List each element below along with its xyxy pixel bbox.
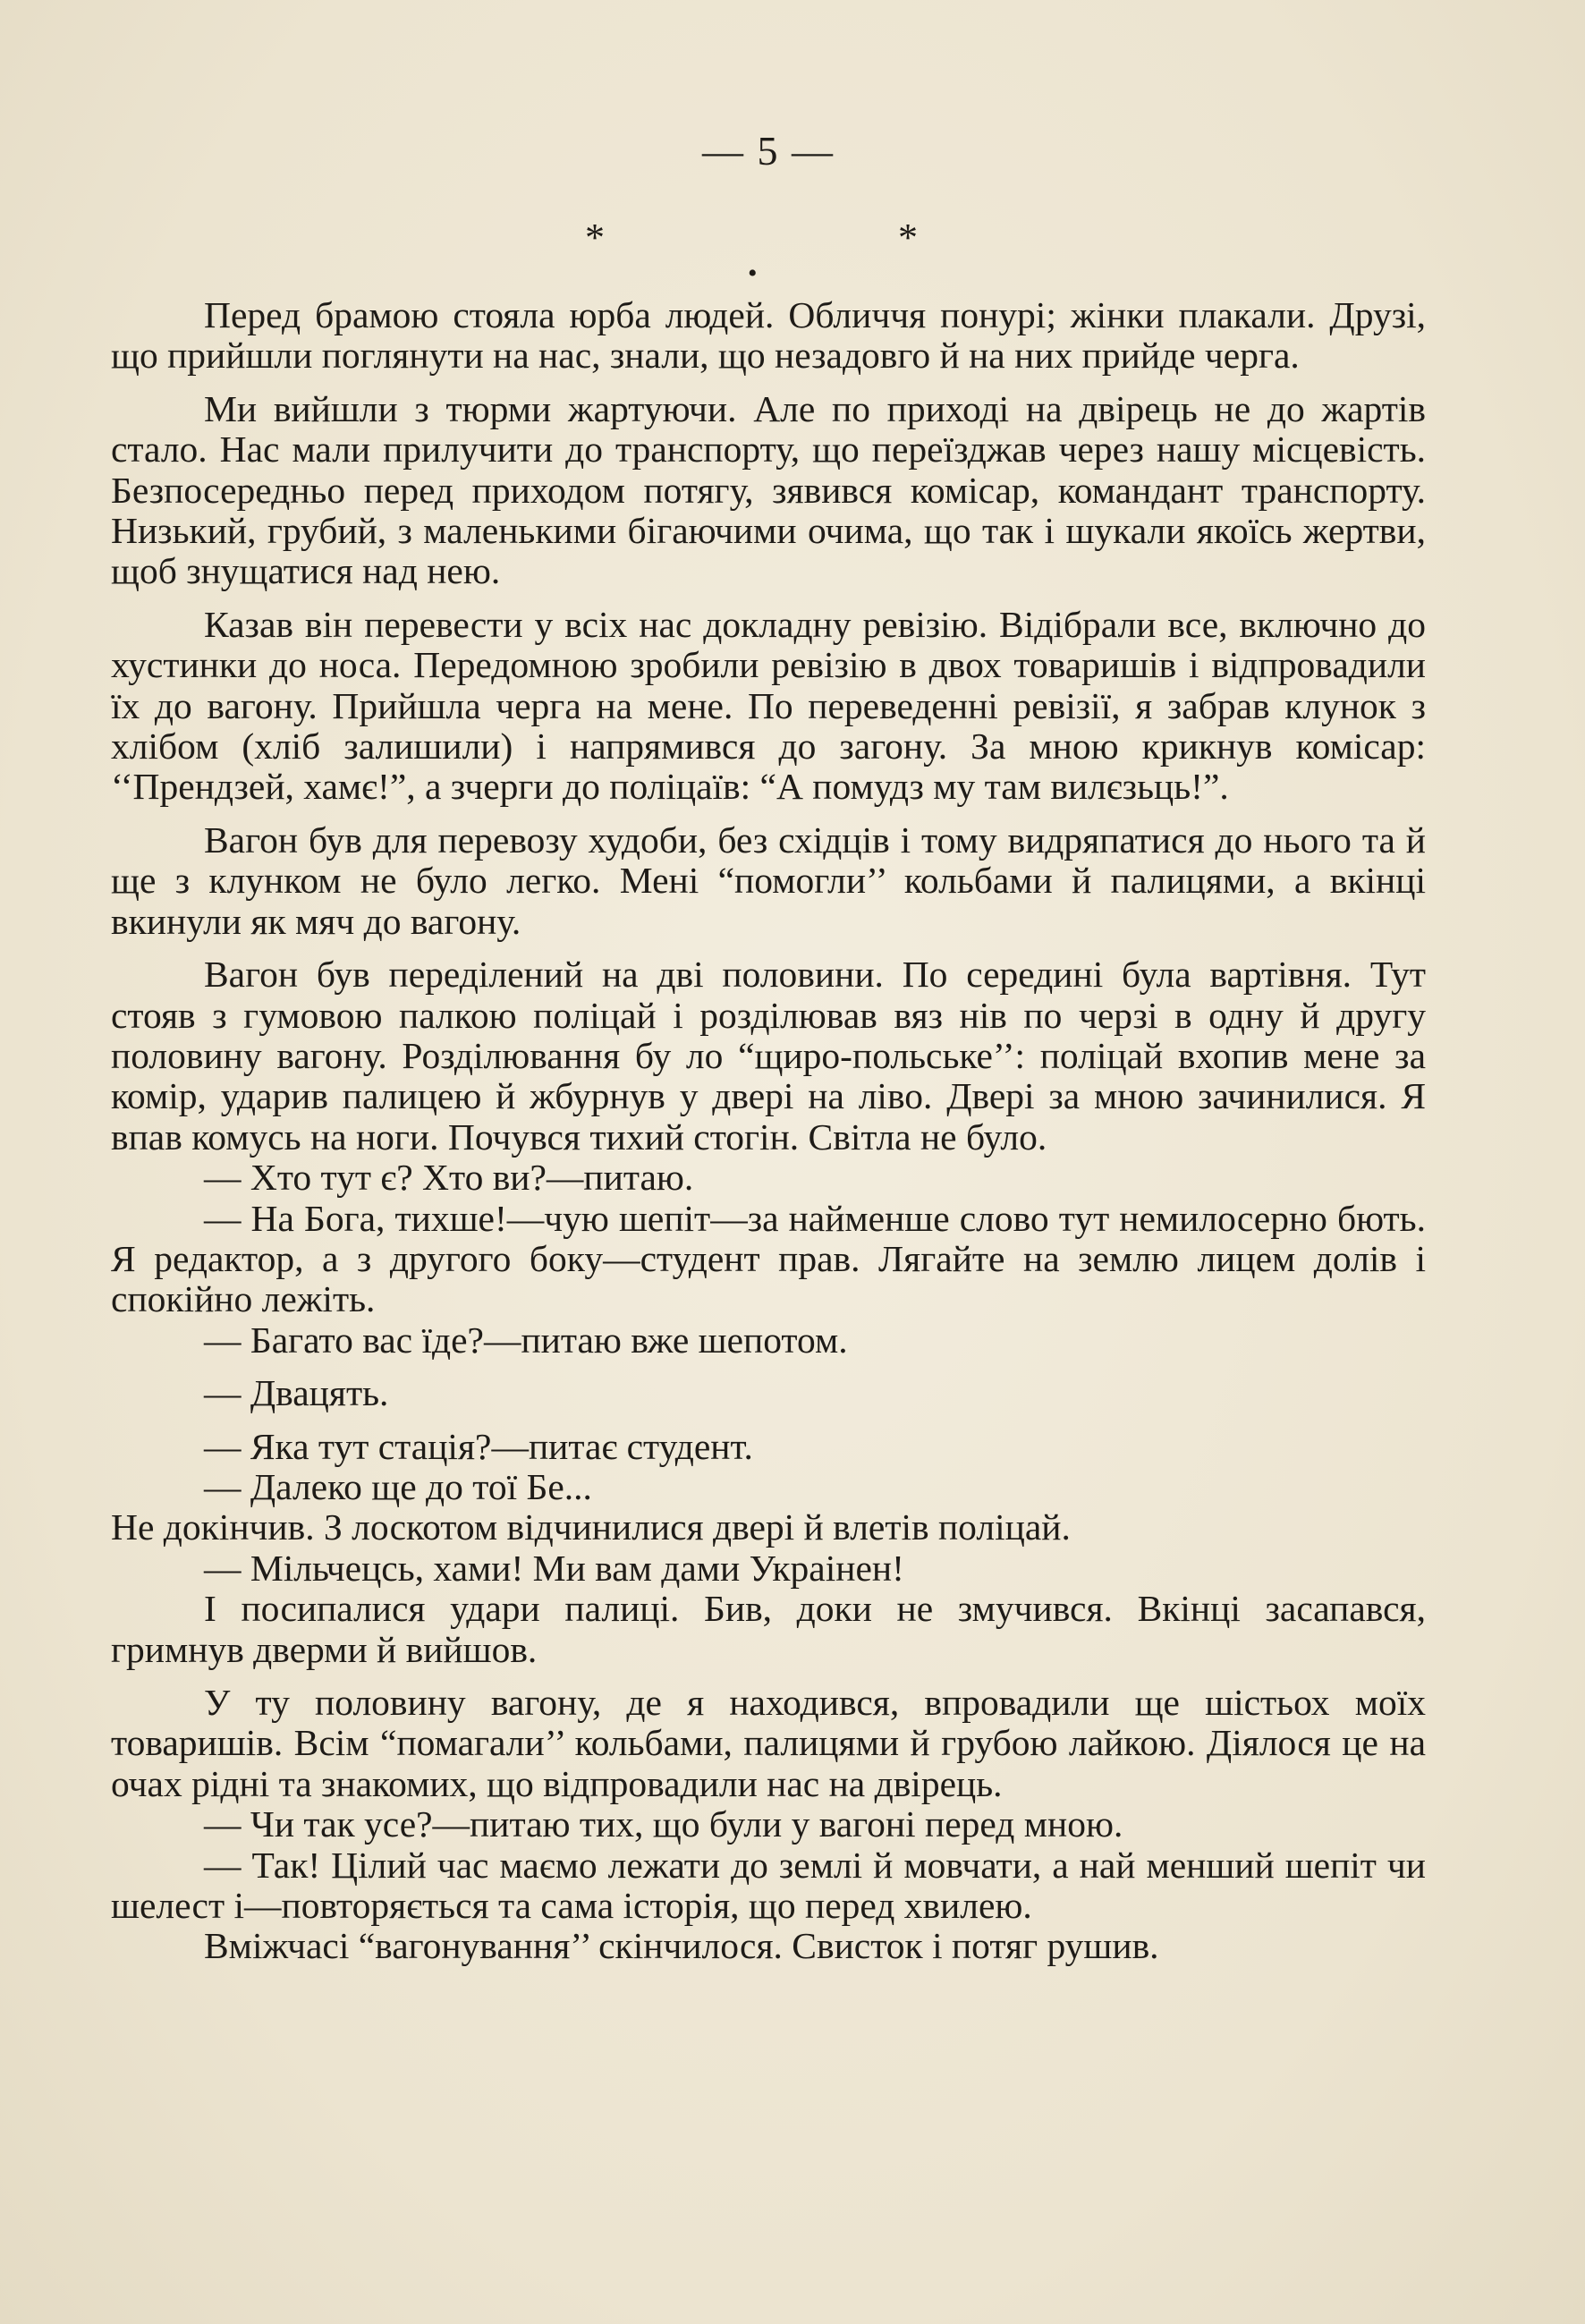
dialogue-line: — Чи так усе?—питаю тих, що були у вагоні перед мною. <box>204 1803 1123 1845</box>
ornament-asterisk-right: * <box>898 216 918 259</box>
paragraph: Не докінчив. З лоскотом відчинилися двері й влетів поліцай. <box>111 1506 1071 1548</box>
dialogue-line: — Мільчецсь, хами! Ми вам дами Украінен! <box>204 1547 904 1589</box>
ornament-asterisk-left: * <box>585 216 605 259</box>
dialogue-line: — Багато вас їде?—питаю вже шепотом. <box>204 1319 848 1361</box>
dialogue-line: — Так! Цілий час маємо лежати до землі й мовчати, а най менший шепіт чи шелест і—повторяється та сама історія, що перед хвилею. <box>111 1844 1426 1927</box>
paragraph: У ту половину вагону, де я находився, впровадили ще шістьох моїх товаришів. Всім “помагали’’ кольбами, палицями й грубою лайкою. Діялося це на очах рідні та знакомих, що відпровадили нас на двірець. <box>111 1682 1426 1804</box>
dialogue-line: — Далеко ще до тої Бе... <box>204 1465 592 1507</box>
book-page <box>111 0 1426 2324</box>
paragraph: Вагон був переділений на дві половини. По середині була вартівня. Тут стояв з гумовою палкою поліцай і розділював вяз нів по черзі в одну й другу половину вагону. Розділювання бу ло “щиро-польське’’: поліцай вхопив мене за комір, ударив палицею й жбурнув у двері на ліво. Двері за мною зачинилися. Я впав комусь на ноги. Почувся тихий стогін. Світла не було. <box>111 954 1426 1158</box>
dialogue-line: — На Бога, тихше!—чую шепіт—за найменше слово тут немилосерно бють. Я редактор, а з другого боку—студент прав. Лягайте на землю лицем долів і спокійно лежіть. <box>111 1197 1426 1320</box>
dialogue-line: — Двацять. <box>204 1372 389 1414</box>
paragraph: Ми вийшли з тюрми жартуючи. Але по приході на двірець не до жартів стало. Нас мали прилучити до транспорту, що переїзджав через нашу місцевість. Безпосередньо перед приходом потягу, зявився комісар, командант транспорту. Низький, грубий, з маленькими бігаючими очима, що так і шукали якоїсь жертви, щоб знущатися над нею. <box>111 387 1426 592</box>
dialogue-line: — Яка тут стація?—питає студент. <box>204 1425 753 1467</box>
paragraph: Вміжчасі “вагонування’’ скінчилося. Свисток і потяг рушив. <box>204 1925 1159 1967</box>
dialogue-line: — Хто тут є? Хто ви?—питаю. <box>204 1157 694 1199</box>
paragraph: Казав він перевести у всіх нас докладну ревізію. Відібрали все, включно до хустинки до носа. Передомною зробили ревізію в двох товаришів і відпровадили їх до вагону. Прийшла черга на мене. По переведенні ревізії, я забрав клунок з хлібом (хліб залишили) і напрямився до загону. За мною крикнув комісар: ‘‘Прендзей, хамє!”, а зчерги до поліцаїв: “А помудз му там вилєзьць!”. <box>111 603 1426 808</box>
paragraph: Перед брамою стояла юрба людей. Обличчя понурі; жінки плакали. Друзі, що прийшли поглянути на нас, знали, що незадовго й на них прийде черга. <box>111 294 1426 377</box>
page-number: — 5 — <box>702 128 835 174</box>
section-ornament <box>111 211 1426 292</box>
ornament-dot: • <box>748 259 758 288</box>
paragraph: Вагон був для перевозу худоби, без східців і тому видряпатися до нього та й ще з клунком не було легко. Мені “помогли’’ кольбами й палицями, а вкінці вкинули як мяч до вагону. <box>111 818 1426 942</box>
body-text <box>111 295 1426 1967</box>
paragraph: І посипалися удари палиці. Бив, доки не змучився. Вкінці засапався, гримнув дверми й вийшов. <box>111 1588 1426 1670</box>
